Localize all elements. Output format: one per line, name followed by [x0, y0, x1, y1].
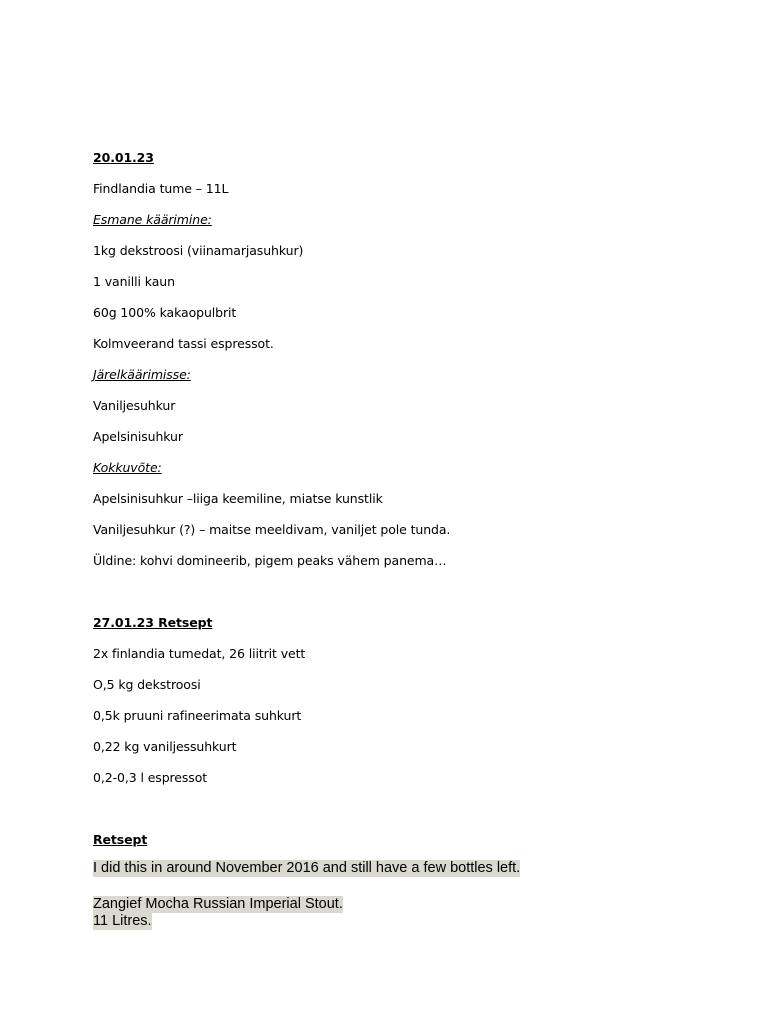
- ingredient-line: 1 vanilli kaun: [93, 274, 175, 289]
- pasted-text-line: I did this in around November 2016 and still have a few bottles left.: [93, 860, 521, 876]
- pasted-text-line: Zangief Mocha Russian Imperial Stout.: [93, 896, 343, 912]
- recipe-item: 0,2-0,3 l espressot: [93, 770, 208, 785]
- section3-heading: Retsept: [93, 832, 148, 847]
- summary-item: Üldine: kohvi domineerib, pigem peaks vähem panema…: [93, 553, 447, 568]
- recipe-item: O,5 kg dekstroosi: [93, 677, 201, 692]
- summary-label: Kokkuvõte:: [93, 460, 162, 475]
- recipe-item: 0,5k pruuni rafineerimata suhkurt: [93, 708, 302, 723]
- secondary-item: Apelsinisuhkur: [93, 429, 183, 444]
- primary-fermentation-label: Esmane käärimine:: [93, 212, 212, 227]
- secondary-fermentation-label: Järelkäärimisse:: [93, 367, 191, 382]
- section1-line1: Findlandia tume – 11L: [93, 181, 229, 196]
- ingredient-line: 60g 100% kakaopulbrit: [93, 305, 237, 320]
- summary-item: Vaniljesuhkur (?) – maitse meeldivam, vaniljet pole tunda.: [93, 522, 451, 537]
- secondary-item: Vaniljesuhkur: [93, 398, 176, 413]
- pasted-text-line: 11 Litres.: [93, 913, 152, 929]
- section1-date-heading: 20.01.23: [93, 150, 154, 165]
- section2-heading: 27.01.23 Retsept: [93, 615, 213, 630]
- ingredient-line: Kolmveerand tassi espressot.: [93, 336, 274, 351]
- ingredient-line: 1kg dekstroosi (viinamarjasuhkur): [93, 243, 304, 258]
- recipe-item: 2x finlandia tumedat, 26 liitrit vett: [93, 646, 306, 661]
- summary-item: Apelsinisuhkur –liiga keemiline, miatse kunstlik: [93, 491, 383, 506]
- recipe-item: 0,22 kg vaniljessuhkurt: [93, 739, 237, 754]
